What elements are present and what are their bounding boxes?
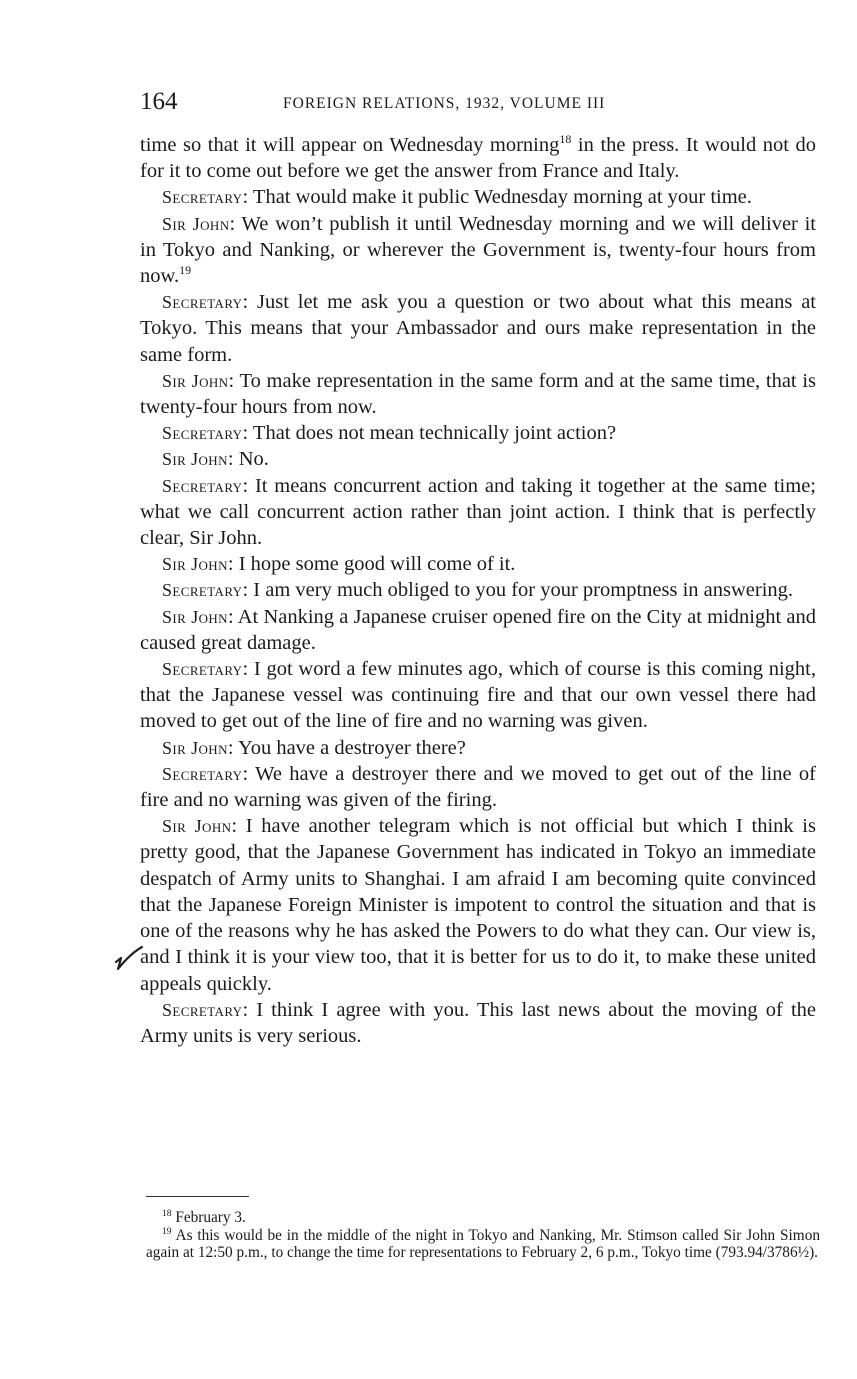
speaker-label: Secretary xyxy=(162,763,243,784)
paragraph-text: in the press. It would not do for it to come out before we get the answer from France and Italy. xyxy=(140,134,817,183)
footnotes xyxy=(146,1209,820,1262)
footnote-text: As this would be in the middle of the night in Tokyo and Nanking, Mr. Stimson called Sir John Simon again at 12:50 p.m., to change the time for representations to February 2, 6 p.m., Tokyo time (793.94/3786½). xyxy=(146,1226,820,1262)
paragraph xyxy=(140,813,816,996)
speaker-label: Sir John xyxy=(162,449,228,470)
speaker-label: Sir John xyxy=(162,816,232,837)
speaker-label: Sir John xyxy=(162,606,228,627)
speaker-label: Sir John xyxy=(162,737,228,758)
paragraph xyxy=(140,656,816,735)
paragraph xyxy=(140,132,816,184)
paragraph-text: time so that it will appear on Wednesday morning xyxy=(140,134,560,156)
paragraph xyxy=(140,761,816,813)
paragraph xyxy=(140,604,816,656)
paragraph xyxy=(140,735,816,761)
paragraph-text: : You have a destroyer there? xyxy=(227,736,466,759)
paragraph-text: : I have another telegram which is not official but which I think is pretty good, that the Japanese Government has indicated in Tokyo an immediate despatch of Army units to Shanghai. I am afraid I am becoming quite convinced that the Japanese Foreign Minister is impotent to control the situation and that is one of the reasons why he has asked the Powers to do what they can. Our view is, and I think it is your view too, that it is better for us to do it, to make these united appeals quickly. xyxy=(140,815,816,995)
paragraph-text: : I got word a few minutes ago, which of course is this coming night, that the Japanese vessel was continuing fire and that our own vessel there had moved to get out of the line of fire and no warning was given. xyxy=(140,658,816,733)
paragraph xyxy=(140,473,816,552)
paragraph-text: : I hope some good will come of it. xyxy=(227,553,516,576)
paragraph xyxy=(140,420,816,446)
page-number: 164 xyxy=(140,88,178,115)
speaker-label: Secretary xyxy=(162,187,243,208)
paragraph-text: : We have a destroyer there and we moved to get out of the line of fire and no warning was given of the firing. xyxy=(140,762,816,812)
footnote-reference: 19 xyxy=(179,263,192,278)
speaker-label: Secretary xyxy=(162,292,243,313)
paragraph-text: : I am very much obliged to you for your promptness in answering. xyxy=(242,579,794,602)
paragraph-text: : At Nanking a Japanese cruiser opened fire on the City at midnight and caused great damage. xyxy=(140,605,816,654)
paragraph xyxy=(140,211,816,290)
footnote xyxy=(146,1209,820,1227)
footnote-text: February 3. xyxy=(171,1209,246,1226)
speaker-label: Sir John xyxy=(162,370,229,391)
check-mark-icon xyxy=(114,945,144,971)
speaker-label: Secretary xyxy=(162,580,243,601)
footnote xyxy=(146,1227,820,1262)
paragraph-text: : To make representation in the same form and at the same time, that is twenty-four hours from now. xyxy=(140,369,816,419)
speaker-label: Secretary xyxy=(162,475,243,496)
speaker-label: Sir John xyxy=(162,554,228,575)
paragraph-text: : That would make it public Wednesday morning at your time. xyxy=(242,186,752,209)
paragraph xyxy=(140,368,816,420)
paragraph xyxy=(140,997,816,1049)
transcript-body xyxy=(140,132,816,1049)
speaker-label: Secretary xyxy=(162,999,243,1020)
paragraph-text: : No. xyxy=(227,448,269,471)
paragraph xyxy=(140,289,816,368)
footnote-reference: 18 xyxy=(559,132,572,147)
running-head: FOREIGN RELATIONS, 1932, VOLUME III xyxy=(283,95,606,112)
footnote-mark: 18 xyxy=(162,1208,172,1219)
speaker-label: Secretary xyxy=(162,659,243,680)
paragraph-text: : Just let me ask you a question or two about what this means at Tokyo. This means that your Ambassador and ours make representation in the same form. xyxy=(140,291,816,366)
footnote-divider xyxy=(146,1196,249,1197)
page-header xyxy=(138,88,818,120)
paragraph xyxy=(140,184,816,210)
paragraph-text: : I think I agree with you. This last news about the moving of the Army units is very serious. xyxy=(140,998,816,1047)
paragraph-text: : We won’t publish it until Wednesday morning and we will deliver it in Tokyo and Nanking, or wherever the Government is, twenty-four hours from now. xyxy=(140,212,816,288)
paragraph xyxy=(140,577,816,603)
paragraph xyxy=(140,551,816,577)
paragraph-text: : It means concurrent action and taking it together at the same time; what we call concurrent action rather than joint action. I think that is perfectly clear, Sir John. xyxy=(140,474,816,550)
speaker-label: Sir John xyxy=(162,213,230,234)
paragraph xyxy=(140,446,816,472)
footnote-mark: 19 xyxy=(162,1226,172,1237)
paragraph-text: : That does not mean technically joint action? xyxy=(242,422,617,445)
speaker-label: Secretary xyxy=(162,423,243,444)
